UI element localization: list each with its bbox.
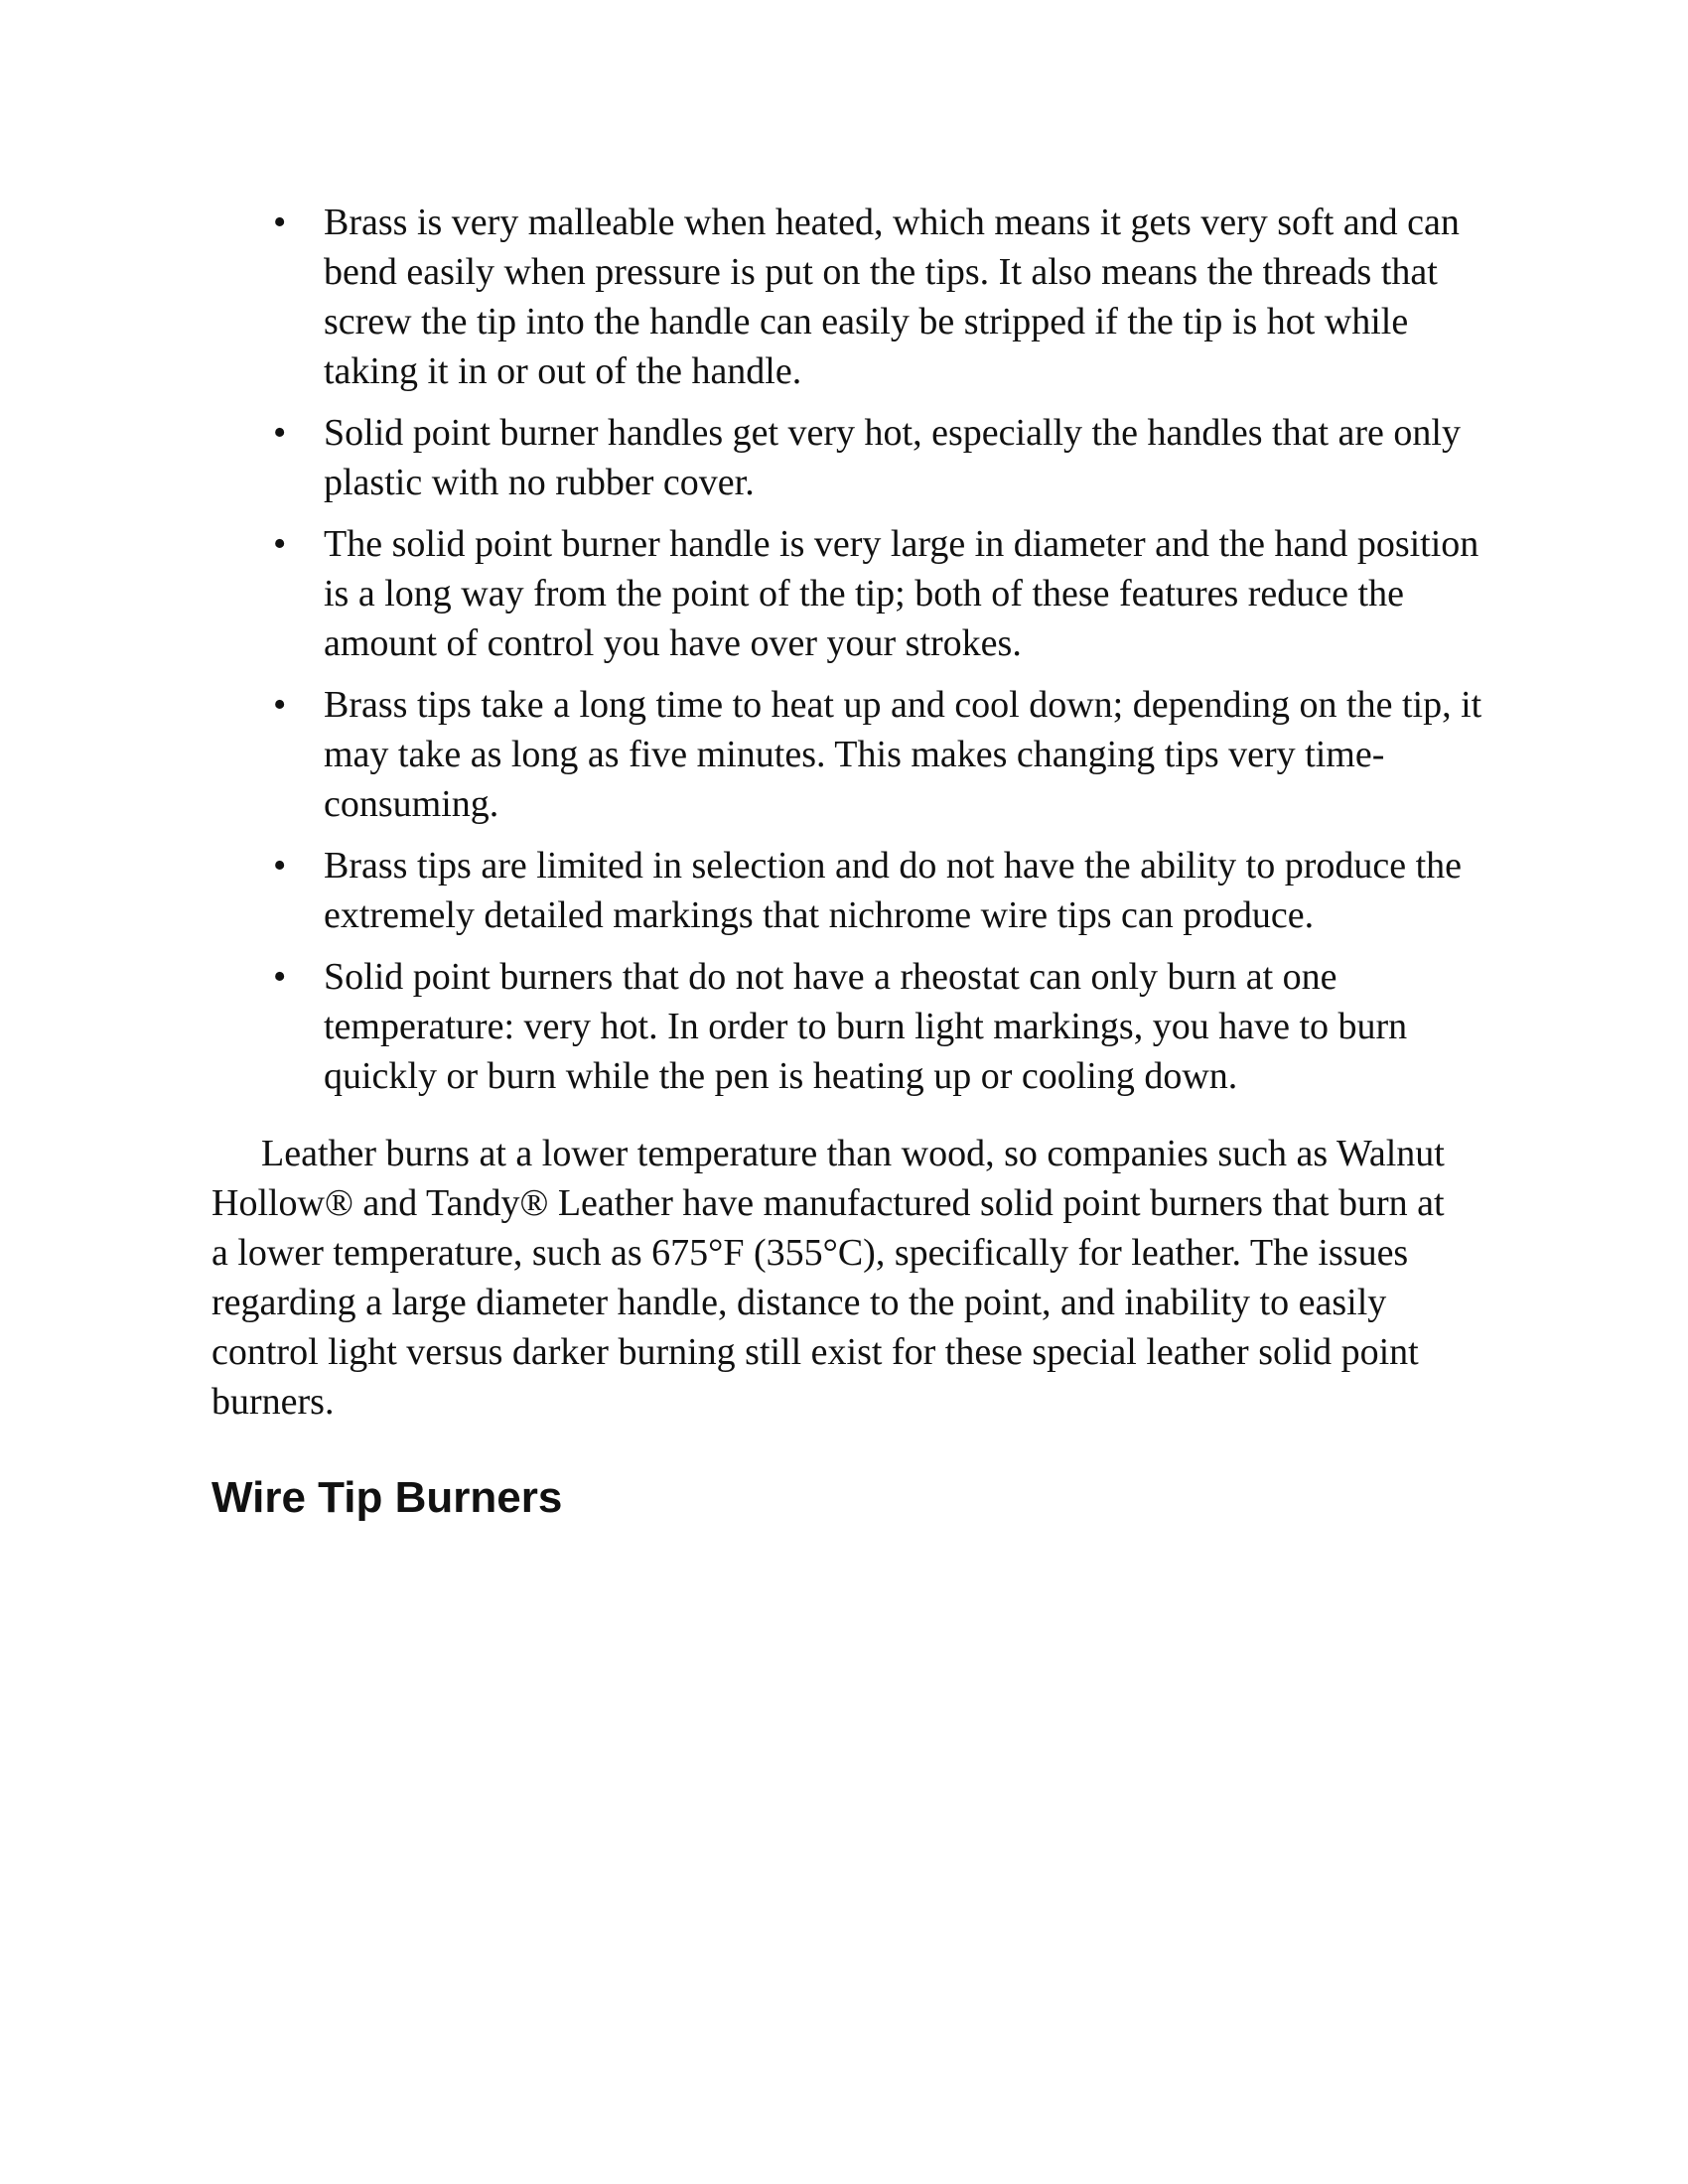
bullet-icon: • <box>273 845 287 887</box>
list-item-text: Brass tips take a long time to heat up and cool down; depending on the tip, it may take as long as five minutes. This makes changing tips very time-consuming. <box>324 684 1482 825</box>
list-item <box>211 408 1492 507</box>
page-content <box>211 198 1492 1526</box>
bullet-icon: • <box>273 202 287 243</box>
bullet-icon: • <box>273 684 287 726</box>
list-item-text: Brass is very malleable when heated, which means it gets very soft and can bend easily when pressure is put on the tips. It also means the threads that screw the tip into the handle can easily be stripped if the tip is hot while taking it in or out of the handle. <box>324 202 1460 392</box>
list-item <box>211 680 1492 829</box>
list-item <box>211 519 1492 668</box>
list-item <box>211 952 1492 1101</box>
list-item-text: The solid point burner handle is very large in diameter and the hand position is a long way from the point of the tip; both of these features reduce the amount of control you have over your strokes. <box>324 523 1479 664</box>
section-heading: Wire Tip Burners <box>211 1473 563 1522</box>
list-item-text: Solid point burner handles get very hot, especially the handles that are only plastic with no rubber cover. <box>324 412 1461 503</box>
list-item <box>211 841 1492 940</box>
bullet-icon: • <box>273 523 287 565</box>
body-paragraph: Leather burns at a lower temperature than wood, so companies such as Walnut Hollow® and Tandy® Leather have manufactured solid point burners that burn at a lower temperature, such as 675°F (355°C), specifically for leather. The issues regarding a large diameter handle, distance to the point, and inability to easily control light versus darker burning still exist for these special leather solid point burners. <box>211 1133 1445 1423</box>
list-item-text: Solid point burners that do not have a rheostat can only burn at one temperature: very hot. In order to burn light markings, you have to burn quickly or burn while the pen is heating up or cooling down. <box>324 956 1408 1097</box>
list-item <box>211 198 1492 396</box>
bullet-icon: • <box>273 956 287 998</box>
list-item-text: Brass tips are limited in selection and do not have the ability to produce the extremely detailed markings that nichrome wire tips can produce. <box>324 845 1463 936</box>
bullet-icon: • <box>273 412 287 454</box>
bullet-list <box>211 198 1492 1101</box>
